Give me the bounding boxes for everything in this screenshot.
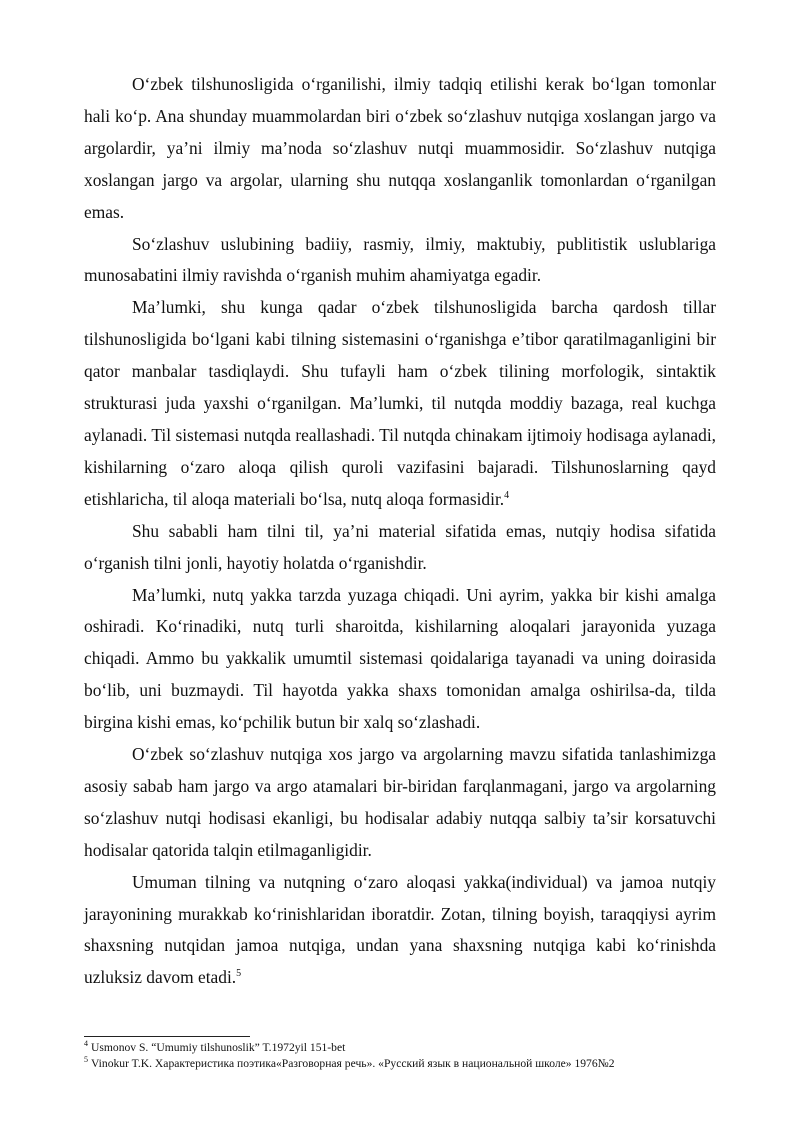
paragraph-4 [84, 516, 716, 580]
paragraph-3 [84, 292, 716, 515]
footnote-separator [84, 1036, 250, 1037]
paragraph-text: Ma’lumki, shu kunga qadar o‘zbek tilshunosligida barcha qardosh tillar tilshunosligida bo‘lgani kabi tilning sistemasini o‘rganishga e’tibor qaratilmaganligini bir qator manbalar tasdiqlaydi. Shu tufayli ham o‘zbek tilining morfologik, sintaktik strukturasi juda yaxshi o‘rganilgan. Ma’lumki, til nutqda moddiy bazaga, real kuchga aylanadi. Til sistemasi nutqda reallashadi. Til nutqda chinakam ijtimoiy hodisaga aylanadi, kishilarning o‘zaro aloqa qilish quroli vazifasini bajaradi. Tilshunoslarning qayd etishlaricha, til aloqa materiali bo‘lsa, nutq aloqa formasidir. [84, 297, 716, 509]
paragraph-1 [84, 69, 716, 229]
footnote-number: 4 [84, 1039, 88, 1049]
paragraph-text: Umuman tilning va nutqning o‘zaro aloqasi yakka(individual) va jamoa nutqiy jarayonining murakkab ko‘rinishlaridan iboratdir. Zotan, tilning boyish, taraqqiysi ayrim shaxsning nutqidan jamoa nutqiga, undan yana shaxsning nutqiga kabi ko‘rinishda uzluksiz davom etadi. [84, 871, 716, 988]
paragraph-2 [84, 229, 716, 293]
body-text [84, 69, 716, 994]
footnote-ref-5[interactable]: 5 [236, 968, 242, 980]
paragraph-7 [84, 867, 716, 995]
footnote-5 [84, 1056, 744, 1072]
paragraph-text: O‘zbek tilshunosligida o‘rganilishi, ilmiy tadqiq etilishi kerak bo‘lgan tomonlar hali ko‘p. Ana shunday muammolardan biri o‘zbek so‘zlashuv nutqiga xoslangan jargo va argolardir, ya’ni ilmiy ma’noda so‘zlashuv nutqi muammosidir. So‘zlashuv nutqiga xoslangan jargo va argolar, ularning shu nutqqa xoslanganlik tomonlardan o‘rganilgan emas. [84, 74, 716, 222]
paragraph-5 [84, 580, 716, 740]
paragraph-text: So‘zlashuv uslubining badiiy, rasmiy, ilmiy, maktubiy, publitistik uslublariga munosabatini ilmiy ravishda o‘rganish muhim ahamiyatga egadir. [84, 233, 716, 286]
paragraph-text: Shu sababli ham tilni til, ya’ni material sifatida emas, nutqiy hodisa sifatida o‘rganish tilni jonli, hayotiy holatda o‘rganishdir. [84, 520, 716, 573]
footnotes [84, 1040, 744, 1072]
footnote-number: 5 [84, 1055, 88, 1065]
footnote-ref-4[interactable]: 4 [504, 489, 510, 501]
footnote-4 [84, 1040, 744, 1056]
paragraph-text: Ma’lumki, nutq yakka tarzda yuzaga chiqadi. Uni ayrim, yakka bir kishi amalga oshiradi. Ko‘rinadiki, nutq turli sharoitda, kishilarning aloqalari jarayonida yuzaga chiqadi. Ammo bu yakkalik umumtil sistemasi qoidalariga tayanadi va uning doirasida bo‘lib, uni buzmaydi. Til hayotda yakka shaxs tomonidan amalga oshirilsa-da, tilda birgina kishi emas, ko‘pchilik butun bir xalq so‘zlashadi. [84, 584, 716, 733]
paragraph-6 [84, 739, 716, 867]
paragraph-text: O‘zbek so‘zlashuv nutqiga xos jargo va argolarning mavzu sifatida tanlashimizga asosiy sabab ham jargo va argo atamalari bir-biridan farqlanmagani, jargo va argolarning so‘zlashuv nutqi hodisasi ekanligi, bu hodisalar adabiy nutqqa salbiy ta’sir korsatuvchi hodisalar qatorida talqin etilmaganligidir. [84, 744, 716, 860]
footnote-text: Vinokur T.K. Характеристика поэтика«Разговорная речь». «Русский язык в национальной школе» 1976№2 [91, 1057, 615, 1070]
footnote-text: Usmonov S. “Umumiy tilshunoslik” T.1972yil 151-bet [91, 1041, 346, 1054]
